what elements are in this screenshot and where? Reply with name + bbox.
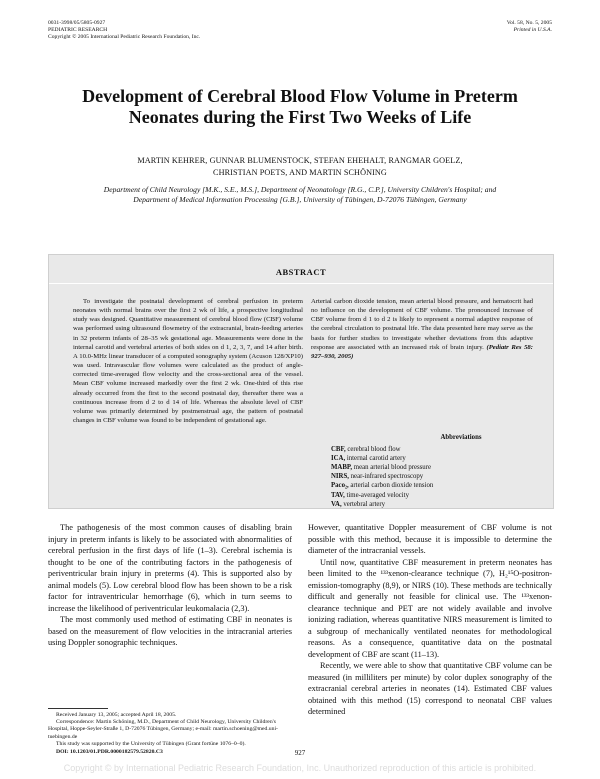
abbreviation-item: TAV, time-averaged velocity [331,491,409,499]
footnote-divider [48,708,108,709]
body-right-column [308,522,552,718]
abstract-text-left: To investigate the postnatal development of cerebral perfusion in preterm neonates with normal brains over the first 2 wk of life, a prospective longitudinal study was designed. Quantitative measurement of cerebral blood flow (CBF) volume was performed using ultrasound flowmetry of the extracranial, brain-feeding arteries in 32 preterm infants of 28–35 wk gestational age. Measurements were done in the internal carotid and vertebral arteries of both sides on d 1, 2, 3, 7, and 14 after birth. A 10.0-MHz linear transducer of a computed sonography system (Acuson 128/XP10) was used. Intravascular flow volumes were calculated as the product of angle-corrected time-averaged flow velocity and the cross-sectional area of the vessel. Mean CBF volume increased markedly over the first 2 wk. One-third of this rise already occurred from the first to the second postnatal day, thereafter there was a continuous increase from d 2 to d 14 of life. Whereas the absolute level of CBF volume was primarily determined by postmenstrual age, the pattern of postnatal changes in CBF volume was found to be independent of gestational age. [73,298,303,425]
author-list [80,155,520,179]
abstract-box [48,254,554,509]
correspondence-note: Correspondence: Martin Schöning, M.D., Department of Child Neurology, University Children's Hospital, Hoppe-Seyler-Straße 1, D-72076 Tübingen, Germany; e-mail: martin.schoening@med.uni-tuebingen.de [48,719,278,740]
abbreviation-item: Paco₂, arterial carbon dioxide tension [331,482,434,490]
issn-line: 0031-3998/05/5805-0927 [48,20,106,26]
abbreviation-item: NIRS, near-infrared spectroscopy [331,473,424,481]
abbreviations-title: Abbreviations [440,434,482,441]
body-paragraph: However, quantitative Doppler measurement of CBF volume is not possible with this method, because it is impossible to determine the diameter of the intracranial vessels. [308,523,552,555]
author-line-2: CHRISTIAN POETS, AND MARTIN SCHÖNING [213,168,387,177]
author-line-1: MARTIN KEHRER, GUNNAR BLUMENSTOCK, STEFAN EHEHALT, RANGMAR GOELZ, [137,156,463,165]
body-paragraph: Recently, we were able to show that quantitative CBF volume can be measured (in milliliters per minute) by color duplex sonography of the extracranial cerebral arteries in neonates (14). Estimated CBF values obtained with this method (15) correspond to neonatal CBF values determined [308,661,552,716]
journal-name: PEDIATRIC RESEARCH [48,27,108,34]
body-left-column [48,522,292,649]
copyright-line: Copyright © 2005 International Pediatric Research Foundation, Inc. [48,34,201,41]
received-note: Received January 13, 2005; accepted April 18, 2005. [56,712,177,718]
support-note: This study was supported by the University of Tübingen (Grant fortüne 1076–0–0). [56,740,246,747]
doi: DOI: 10.1203/01.PDR.0000182579.52820.C3 [56,749,163,756]
abstract-left-column [73,297,303,425]
abstract-right-column [311,297,533,361]
body-paragraph: The most commonly used method of estimating CBF in neonates is based on the measurement of flow velocities in the intracranial arteries using Doppler sonographic techniques. [48,615,292,647]
printed-line: Printed in U.S.A. [513,27,552,34]
abbreviation-item: MABP, mean arterial blood pressure [331,464,431,472]
affiliation: Department of Child Neurology [M.K., S.E., M.S.], Department of Neonatology [R.G., C.P.], University Children's Hospital; and Department of Medical Information Processing [G.B.], University of Tübingen, D-72076 Tübingen, Germany [103,185,497,205]
body-paragraph: Until now, quantitative CBF measurement in preterm neonates has been limited to the ¹³³xenon-clearance technique (7), H₂¹⁵O-positron-emission-tomography (8,9), or NIRS (10). These methods are technically difficult and generally not feasible for clinical use. The ¹³³xenon-clearance technique and PET are not widely available and involve ionizing radiation, whereas quantitative NIRS measurement is limited to a subgroup of mechanically ventilated neonates for methodological reasons. As a consequence, quantitative data on the postnatal development of CBF are scant (11–13). [308,557,552,659]
abstract-heading: ABSTRACT [275,267,327,277]
abstract-text-right: Arterial carbon dioxide tension, mean arterial blood pressure, and hematocrit had no influence on the development of CBF volume. The pronounced increase of CBF volume from d 1 to d 2 is likely to represent a normal adaptive response of the cerebral circulation to postnatal life. The data presented here may serve as the basis for further studies to investigate whether deviations from this adaptive response are associated with an increased risk of brain injury. [311,298,533,351]
abbreviation-item: ICA, internal carotid artery [331,455,406,463]
abbreviations-list [331,433,531,509]
journal-header-left [48,20,200,42]
copyright-watermark: Copyright © by International Pediatric Research Foundation, Inc. Unauthorized reproduction of this article is prohibited. [63,763,537,773]
volume-line: Vol. 58, No. 5, 2005 [506,20,552,26]
abbreviation-item: VA, vertebral artery [331,500,386,508]
journal-header-right [507,20,552,34]
abstract-divider [49,283,553,284]
body-paragraph: The pathogenesis of the most common causes of disabling brain injury in preterm infants is likely to be associated with abnormalities of cerebral perfusion in the first days of life (1–3). Cerebral ischemia is thought to be one of the contributing factors in the pathogenesis of periventricular brain injury in preterms (4). This is supported also by animal models (5). Low cerebral blood flow has been shown to be a risk factor for intraventricular hemorrhage (6), which in turn seems to increase the likelihood of periventricular leukomalacia (2,3). [48,523,292,613]
abbreviation-item: CBF, cerebral blood flow [331,446,401,454]
article-title: Development of Cerebral Blood Flow Volume in Preterm Neonates during the First Two Weeks of Life [82,86,518,127]
abstract-citation: (Pediatr Res 58: 927–930, 2005) [311,343,534,360]
page-number: 927 [294,749,306,757]
